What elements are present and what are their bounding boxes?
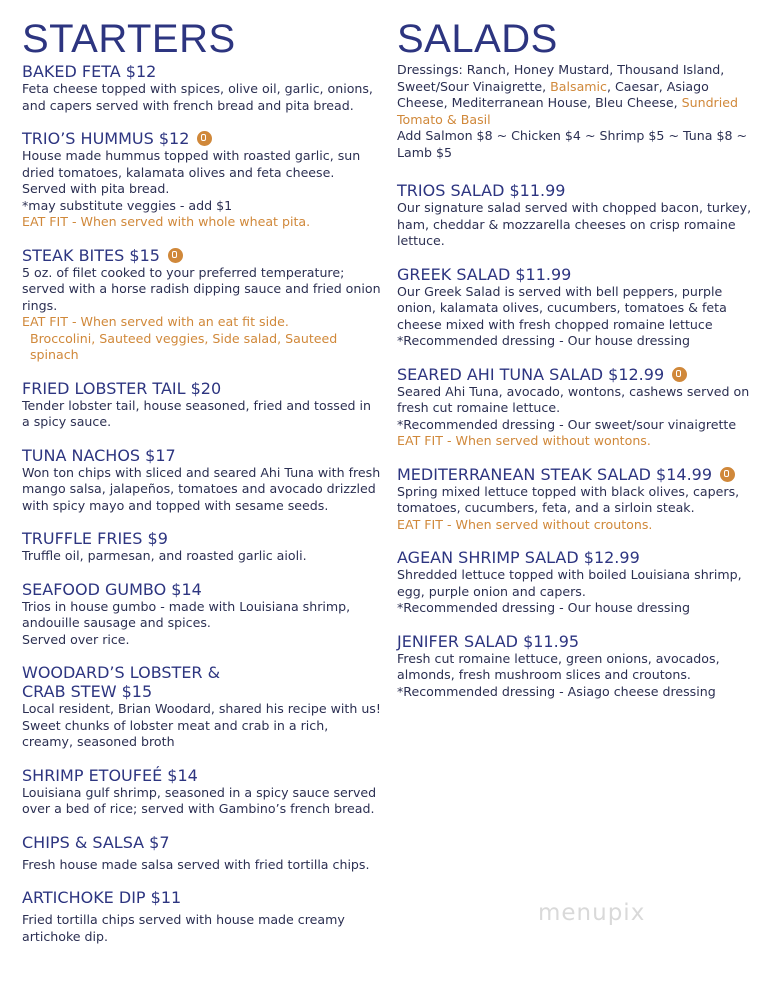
dressings-text-2: , Caesar, Asiago Cheese, Mediterranean House, Bleu Cheese, bbox=[397, 78, 709, 110]
menu-item bbox=[22, 129, 382, 231]
item-name: TRUFFLE FRIES $9 bbox=[22, 529, 168, 548]
item-name: GREEK SALAD $11.99 bbox=[397, 264, 572, 284]
item-name: FRIED LOBSTER TAIL $20 bbox=[22, 378, 222, 398]
menu-item bbox=[22, 833, 382, 874]
item-name-row bbox=[397, 465, 757, 484]
item-name: STEAK BITES $15 bbox=[22, 245, 160, 265]
item-name: SEARED AHI TUNA SALAD $12.99 bbox=[397, 364, 665, 384]
item-note: *may substitute veggies - add $1 bbox=[22, 197, 233, 213]
menu-item bbox=[22, 446, 382, 515]
eat-fit-icon bbox=[168, 248, 183, 263]
dressing-sundried: Sundried Tomato & Basil bbox=[397, 95, 738, 127]
item-desc: Fresh house made salsa served with fried tortilla chips. bbox=[22, 856, 370, 872]
menu-item bbox=[22, 62, 382, 114]
menu-item bbox=[397, 181, 757, 250]
item-desc: Our signature salad served with chopped bacon, turkey, ham, cheddar & mozzarella cheeses on crisp romaine lettuce. bbox=[397, 200, 752, 248]
item-desc: House made hummus topped with roasted garlic, sun dried tomatoes, kalamata olives and feta cheese. Served with pita bread. bbox=[22, 148, 361, 196]
eat-fit-note: EAT FIT - When served without wontons. bbox=[397, 433, 651, 448]
menu-item bbox=[22, 888, 382, 945]
eat-fit-sides: Broccolini, Sauteed veggies, Side salad, Sauteed spinach bbox=[30, 330, 338, 362]
eat-fit-note: EAT FIT - When served with an eat fit side. bbox=[22, 314, 289, 329]
eat-fit-icon bbox=[720, 467, 735, 482]
menu-item bbox=[397, 265, 757, 350]
item-note: *Recommended dressing - Our house dressing bbox=[397, 600, 690, 615]
menu-item bbox=[397, 465, 757, 534]
eat-fit-note: EAT FIT - When served without croutons. bbox=[397, 516, 653, 532]
item-name: BAKED FETA $12 bbox=[22, 62, 157, 81]
item-desc: Fresh cut romaine lettuce, green onions, avocados, almonds, fresh mushroom slices and croutons. bbox=[397, 650, 720, 682]
dressings-text: Dressings: Ranch, Honey Mustard, Thousand Island, Sweet/Sour Vinaigrette, bbox=[397, 62, 725, 94]
menu-item bbox=[22, 663, 382, 751]
item-note: *Recommended dressing - Our house dressing bbox=[397, 333, 690, 348]
item-name-row bbox=[22, 129, 382, 148]
menu-item bbox=[22, 379, 382, 431]
item-name: TRIOS SALAD $11.99 bbox=[397, 181, 566, 200]
item-desc: Louisiana gulf shrimp, seasoned in a spicy sauce served over a bed of rice; served with Gambino’s french bread. bbox=[22, 784, 377, 816]
eat-fit-note: EAT FIT - When served with whole wheat pita. bbox=[22, 214, 311, 229]
item-name-row bbox=[22, 246, 382, 265]
item-desc: Fried tortilla chips served with house made creamy artichoke dip. bbox=[22, 912, 345, 944]
dressings-list bbox=[397, 62, 757, 128]
item-name-row bbox=[397, 365, 757, 384]
item-desc: Seared Ahi Tuna, avocado, wontons, cashews served on fresh cut romaine lettuce. bbox=[397, 383, 750, 415]
item-desc: Tender lobster tail, house seasoned, fried and tossed in a spicy sauce. bbox=[22, 397, 372, 429]
salads-column bbox=[397, 18, 757, 715]
item-desc: 5 oz. of filet cooked to your preferred temperature; served with a horse radish dipping sauce and fried onion rings. bbox=[22, 264, 381, 313]
salad-addons: Add Salmon $8 ~ Chicken $4 ~ Shrimp $5 ~ Tuna $8 ~ Lamb $5 bbox=[397, 128, 748, 160]
item-name: SHRIMP ETOUFEÉ $14 bbox=[22, 765, 198, 785]
item-name: TUNA NACHOS $17 bbox=[22, 445, 176, 465]
item-desc: Our Greek Salad is served with bell peppers, purple onion, kalamata olives, cucumbers, tomatoes & feta cheese mixed with fresh chopped romaine lettuce bbox=[397, 283, 727, 332]
dressings-block bbox=[397, 62, 757, 161]
item-name: AGEAN SHRIMP SALAD $12.99 bbox=[397, 548, 640, 567]
item-name: CHIPS & SALSA $7 bbox=[22, 832, 170, 852]
item-note: *Recommended dressing - Our sweet/sour vinaigrette bbox=[397, 416, 737, 432]
menu-item bbox=[397, 632, 757, 701]
dressing-balsamic: Balsamic bbox=[550, 78, 607, 94]
salads-title: SALADS bbox=[397, 17, 558, 61]
starters-title: STARTERS bbox=[22, 17, 236, 61]
item-desc: Won ton chips with sliced and seared Ahi Tuna with fresh mango salsa, jalapeños, tomatoes and avocado drizzled with spicy mayo and topped with sesame seeds. bbox=[22, 464, 381, 513]
item-name: TRIO’S HUMMUS $12 bbox=[22, 129, 190, 148]
item-note: *Recommended dressing - Asiago cheese dressing bbox=[397, 683, 716, 699]
menu-item bbox=[397, 548, 757, 617]
item-note: Served over rice. bbox=[22, 631, 130, 647]
menu-item bbox=[22, 766, 382, 818]
menupix-watermark: menupix bbox=[538, 900, 646, 926]
item-desc: Spring mixed lettuce topped with black olives, capers, tomatoes, cucumbers, feta, and a sirloin steak. bbox=[397, 483, 740, 515]
eat-fit-icon bbox=[672, 367, 687, 382]
item-name: ARTICHOKE DIP $11 bbox=[22, 888, 182, 907]
menu-item bbox=[397, 365, 757, 450]
menu-item bbox=[22, 580, 382, 649]
item-name: SEAFOOD GUMBO $14 bbox=[22, 579, 202, 599]
item-desc: Trios in house gumbo - made with Louisiana shrimp, andouille sausage and spices. bbox=[22, 598, 351, 630]
item-desc: Feta cheese topped with spices, olive oil, garlic, onions, and capers served with french bread and pita bread. bbox=[22, 81, 373, 113]
item-name: JENIFER SALAD $11.95 bbox=[397, 631, 580, 651]
menu-item bbox=[22, 529, 382, 565]
item-desc: Truffle oil, parmesan, and roasted garlic aioli. bbox=[22, 548, 307, 563]
item-name-line2: CRAB STEW $15 bbox=[22, 682, 153, 701]
menu-item bbox=[22, 246, 382, 364]
eat-fit-icon bbox=[197, 131, 212, 146]
item-name: MEDITERRANEAN STEAK SALAD $14.99 bbox=[397, 464, 713, 484]
item-desc: Shredded lettuce topped with boiled Louisiana shrimp, egg, purple onion and capers. bbox=[397, 567, 742, 599]
starters-column bbox=[22, 18, 382, 960]
item-desc: Local resident, Brian Woodard, shared his recipe with us! Sweet chunks of lobster meat and crab in a rich, creamy, seasoned broth bbox=[22, 701, 381, 749]
item-name: WOODARD’S LOBSTER & bbox=[22, 663, 221, 682]
